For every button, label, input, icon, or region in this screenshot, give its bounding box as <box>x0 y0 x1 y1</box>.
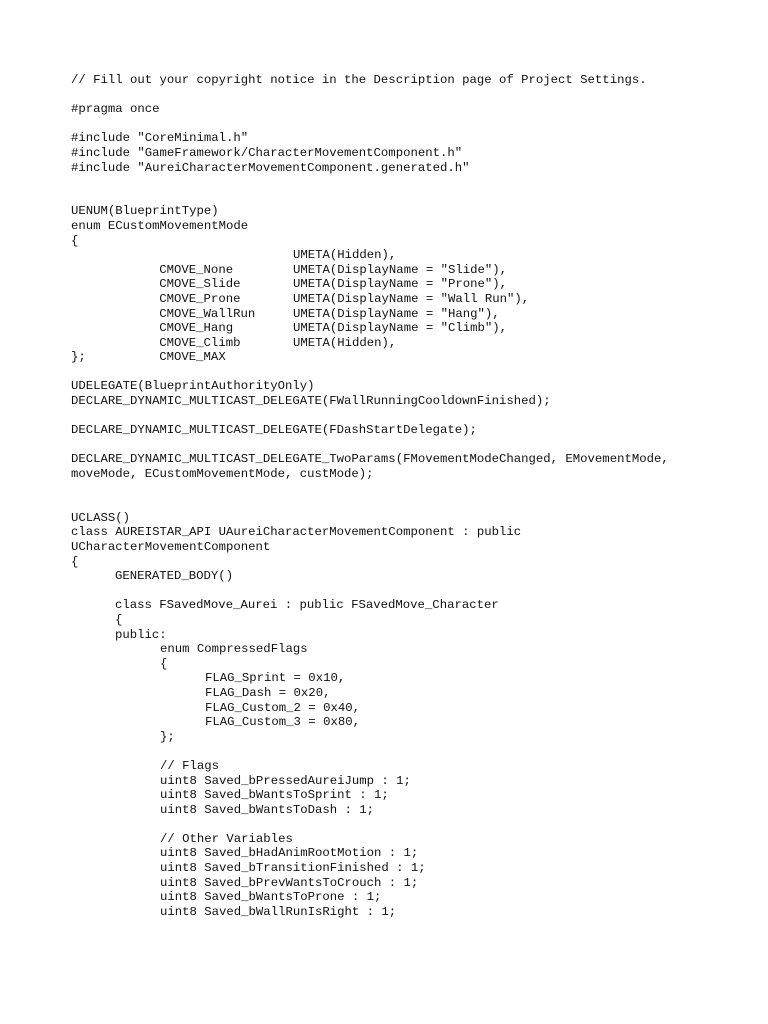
enum-entry-meta: UMETA(DisplayName = "Slide"), <box>293 262 508 277</box>
flags-enum-close-line: }; <box>160 729 175 744</box>
pragma-line: #pragma once <box>71 102 160 117</box>
flags-enum-declaration-line: enum CompressedFlags <box>160 642 308 657</box>
flag-entry-line: FLAG_Custom_2 = 0x40, <box>205 700 360 715</box>
enum-entry-meta: UMETA(DisplayName = "Wall Run"), <box>293 291 530 306</box>
include-line: #include "GameFramework/CharacterMovementComponent.h" <box>71 145 463 160</box>
include-line: #include "AureiCharacterMovementComponent.generated.h" <box>71 160 470 175</box>
class-declaration-line: UCharacterMovementComponent <box>71 540 271 554</box>
brace-line: { <box>160 656 168 671</box>
blank-line <box>71 817 751 832</box>
variable-line: uint8 Saved_bPressedAureiJump : 1; <box>160 773 411 788</box>
public-label-line: public: <box>115 627 167 642</box>
enum-close-line: }; <box>71 350 86 365</box>
blank-line <box>71 584 751 599</box>
include-line: #include "CoreMinimal.h" <box>71 131 249 146</box>
blank-line <box>71 365 751 380</box>
generated-body-line: GENERATED_BODY() <box>115 569 234 584</box>
delegate-modechanged-line: moveMode, ECustomMovementMode, custMode); <box>71 467 374 482</box>
enum-declaration-line: enum ECustomMovementMode <box>71 218 249 233</box>
delegate-modechanged-line: DECLARE_DYNAMIC_MULTICAST_DELEGATE_TwoParams(FMovementModeChanged, EMovementMode, <box>71 452 669 467</box>
enum-entry-meta: UMETA(Hidden), <box>293 335 397 350</box>
enum-entry-name: CMOVE_Hang <box>159 321 234 336</box>
blank-line <box>71 190 751 205</box>
brace-line: { <box>115 612 123 627</box>
delegate-wallrun-line: DECLARE_DYNAMIC_MULTICAST_DELEGATE(FWallRunningCooldownFinished); <box>71 394 551 409</box>
enum-entry-name: CMOVE_Climb <box>159 335 241 350</box>
enum-entry-meta: UMETA(Hidden), <box>293 248 397 263</box>
variable-line: uint8 Saved_bPrevWantsToCrouch : 1; <box>160 875 419 890</box>
blank-line <box>71 88 751 103</box>
enum-entry-name: CMOVE_MAX <box>159 350 226 365</box>
flag-entry-line: FLAG_Sprint = 0x10, <box>205 671 346 686</box>
variable-line: uint8 Saved_bHadAnimRootMotion : 1; <box>160 846 419 861</box>
flag-entry-line: FLAG_Dash = 0x20, <box>205 685 331 700</box>
enum-entry-name: CMOVE_Prone <box>159 291 241 306</box>
comment-line: // Fill out your copyright notice in the Description page of Project Settings. <box>71 73 647 87</box>
blank-line <box>71 744 751 759</box>
blank-line <box>71 117 751 132</box>
udelegate-line: UDELEGATE(BlueprintAuthorityOnly) <box>71 379 315 394</box>
blank-line <box>71 496 751 511</box>
variable-line: uint8 Saved_bWantsToSprint : 1; <box>160 788 389 803</box>
enum-entry-meta: UMETA(DisplayName = "Prone"), <box>293 277 508 292</box>
code-listing <box>71 73 751 919</box>
enum-entry-meta: UMETA(DisplayName = "Climb"), <box>293 321 508 336</box>
uclass-line: UCLASS() <box>71 510 131 525</box>
enum-entry-meta: UMETA(DisplayName = "Hang"), <box>293 306 500 321</box>
blank-line <box>71 409 751 424</box>
delegate-dash-line: DECLARE_DYNAMIC_MULTICAST_DELEGATE(FDashStartDelegate); <box>71 423 477 438</box>
variable-line: uint8 Saved_bWallRunIsRight : 1; <box>160 904 397 919</box>
variable-line: uint8 Saved_bTransitionFinished : 1; <box>160 861 426 876</box>
enum-entry-name: CMOVE_Slide <box>159 277 241 292</box>
blank-line <box>71 438 751 453</box>
comment-other-line: // Other Variables <box>160 831 293 846</box>
brace-line: { <box>71 554 79 569</box>
variable-line: uint8 Saved_bWantsToProne : 1; <box>160 890 382 905</box>
brace-line: { <box>71 233 79 248</box>
enum-entry-line <box>71 335 751 365</box>
enum-entry-name: CMOVE_WallRun <box>159 306 256 321</box>
blank-line <box>71 482 751 497</box>
variable-line: uint8 Saved_bWantsToDash : 1; <box>160 802 375 817</box>
uenum-macro-line: UENUM(BlueprintType) <box>71 204 219 219</box>
enum-entry-name: CMOVE_None <box>159 262 234 277</box>
blank-line <box>71 175 751 190</box>
comment-flags-line: // Flags <box>160 758 220 773</box>
saved-move-declaration-line: class FSavedMove_Aurei : public FSavedMove_Character <box>115 598 499 613</box>
flag-entry-line: FLAG_Custom_3 = 0x80, <box>205 715 360 730</box>
class-declaration-line: class AUREISTAR_API UAureiCharacterMovementComponent : public <box>71 525 522 540</box>
